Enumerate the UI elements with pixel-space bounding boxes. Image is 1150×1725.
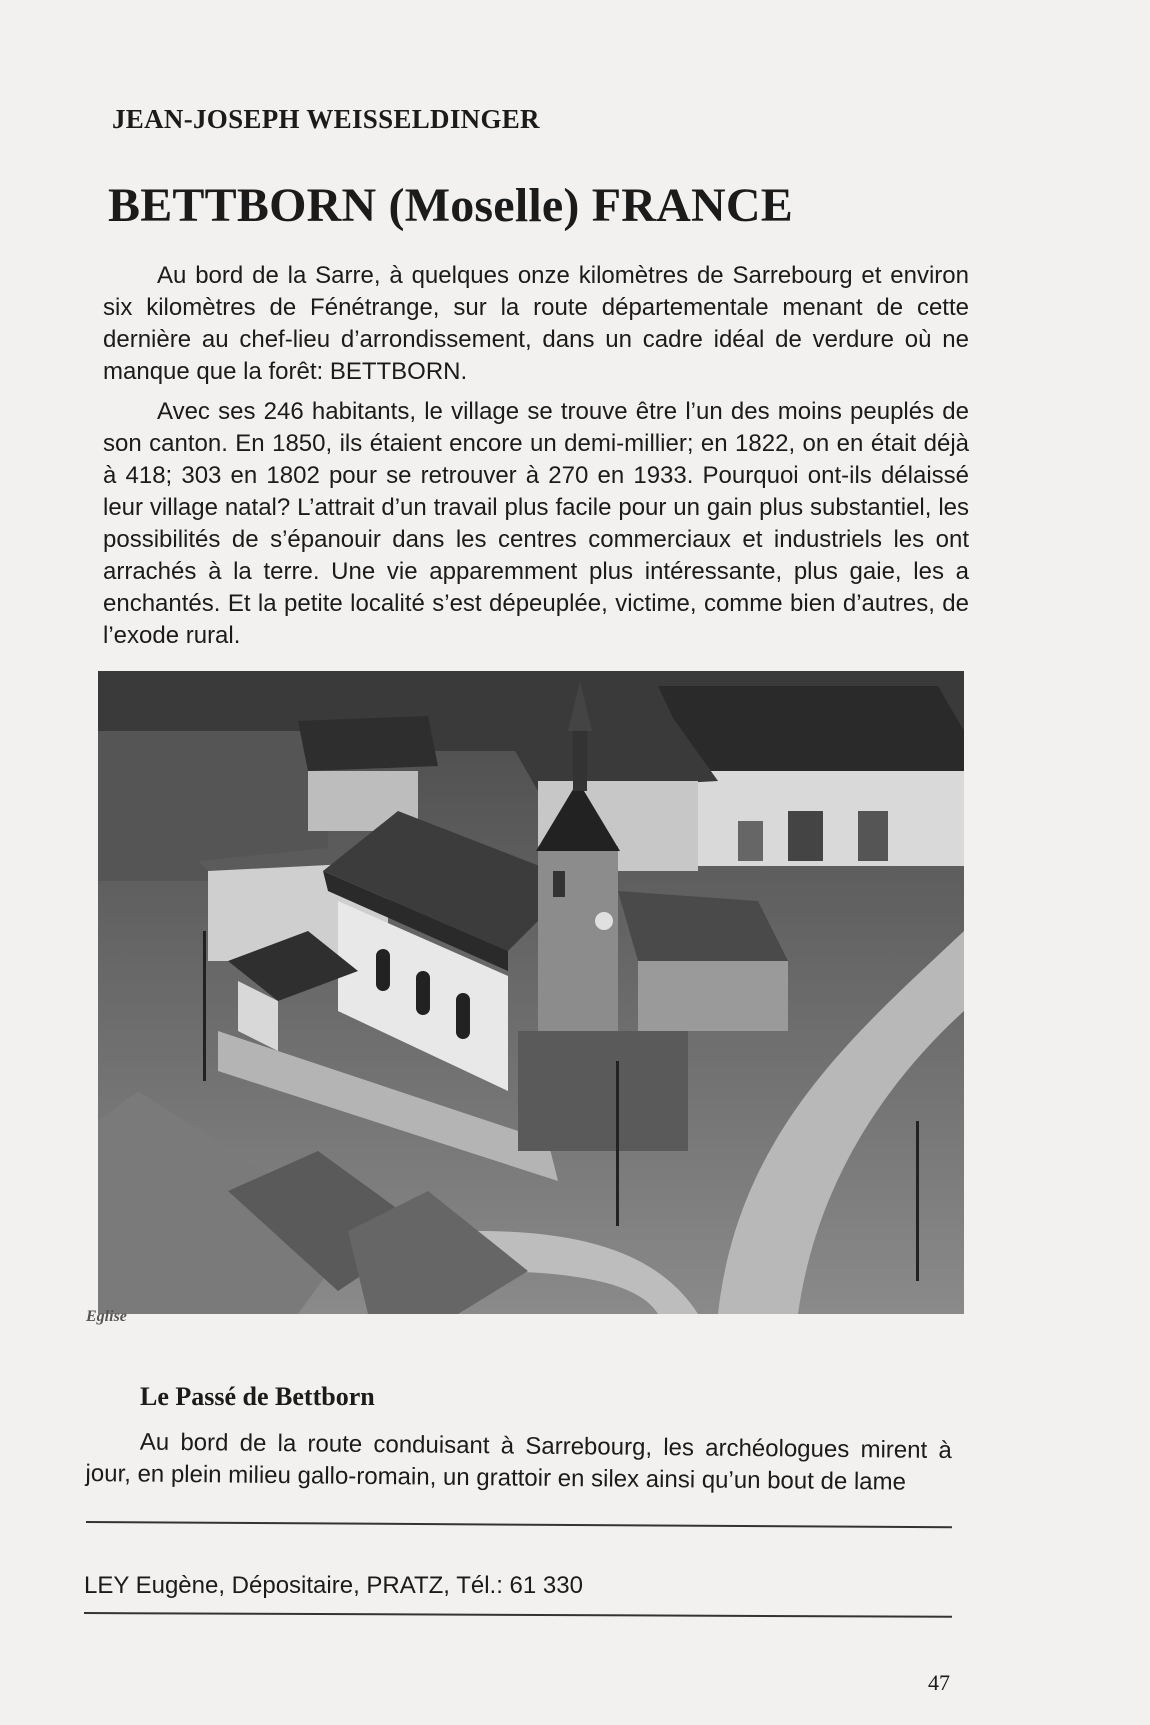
section-text — [85, 1426, 952, 1499]
author-name: JEAN-JOSEPH WEISSELDINGER — [112, 104, 540, 134]
intro-text — [103, 260, 969, 660]
article-title: BETTBORN (Moselle) FRANCE — [108, 179, 793, 232]
footer-divider-bottom — [84, 1612, 952, 1618]
paragraph: Au bord de la Sarre, à quelques onze kilomètres de Sarrebourg et environ six kilomètres de Fénétrange, sur la route départementale menant de cette dernière au chef-lieu d’arrondissement, dans un cadre idéal de verdure où ne manque que la forêt: BETTBORN. — [103, 262, 969, 385]
photo-caption: Eglise — [86, 1308, 127, 1325]
footer-divider-top — [86, 1521, 952, 1528]
page-number: 47 — [928, 1670, 950, 1695]
section-title: Le Passé de Bettborn — [140, 1382, 375, 1411]
paragraph: Au bord de la route conduisant à Sarrebourg, les archéologues mirent à jour, en plein milieu gallo-romain, un grattoir en silex ainsi qu’un bout de lame — [85, 1428, 952, 1496]
church-photo — [98, 671, 964, 1314]
paragraph: Avec ses 246 habitants, le village se trouve être l’un des moins peuplés de son canton. En 1850, ils étaient encore un demi-millier; en 1822, on en était déjà à 418; 303 en 1802 pour se retrouver à 270 en 1933. Pourquoi ont-ils délaissé leur village natal? L’attrait d’un travail plus facile pour un gain plus substantiel, les possibilités de s’épanouir dans les centres commerciaux et industriels les ont arrachés à la terre. Une vie apparemment plus intéressante, plus gaie, les a enchantés. Et la petite localité s’est dépeuplée, victime, comme bien d’autres, de l’exode rural. — [103, 398, 969, 649]
church-aerial-illustration — [98, 671, 964, 1314]
footer-advertisement: LEY Eugène, Dépositaire, PRATZ, Tél.: 61 330 — [84, 1572, 583, 1599]
